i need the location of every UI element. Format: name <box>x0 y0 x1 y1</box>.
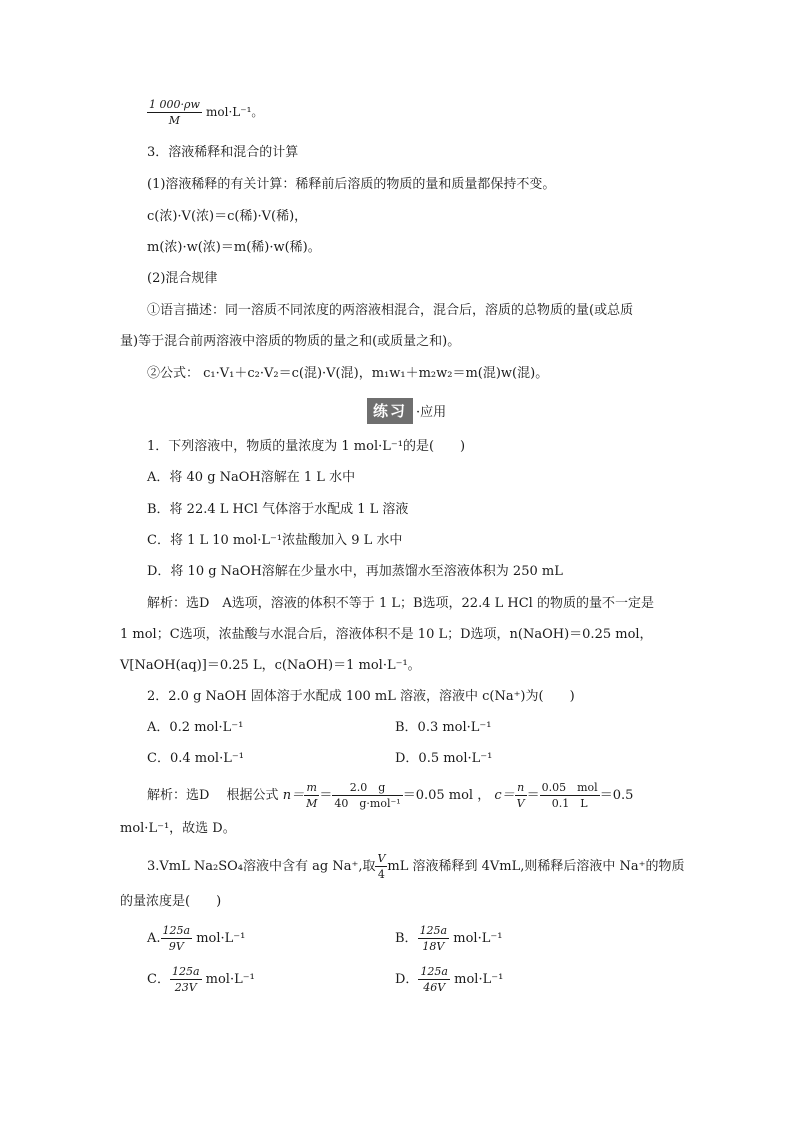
fraction-numerator: m <box>304 781 319 796</box>
fraction-denominator: V <box>516 797 525 810</box>
option-unit: mol·L⁻¹ <box>453 931 503 946</box>
option-label: A. <box>147 931 161 946</box>
mixing-description-2: 量)等于混合前两溶液中溶质的物质的量之和(或质量之和)。 <box>120 334 461 349</box>
eq-result-1: ＝0.05 mol ， <box>402 788 491 803</box>
concentration-fraction <box>147 98 202 127</box>
q1-analysis-2: 1 mol；C选项，浓盐酸与水混合后，溶液体积不是 10 L；D选项，n(NaOH)＝0.25 mol， <box>120 627 653 642</box>
unit-text: mol·L⁻¹。 <box>206 105 264 119</box>
q1-option-a: A．将 40 g NaOH溶解在 1 L 水中 <box>147 470 356 485</box>
eq-result-2: ＝0.5 <box>599 788 634 803</box>
fraction-numerator: 2.0 g <box>332 781 402 796</box>
fraction-numerator: 125a <box>162 924 191 937</box>
section-heading: 3．溶液稀释和混合的计算 <box>147 145 299 160</box>
q3-stem-b: mL 溶液稀释到 4VmL,则稀释后溶液中 Na⁺的物质 <box>387 859 685 874</box>
q2-option-a: A．0.2 mol·L⁻¹ <box>147 720 244 735</box>
analysis-prefix: 解析：选D 根据公式 <box>147 788 279 803</box>
option-label: B． <box>395 931 418 946</box>
fraction-denominator: 40 g·mol⁻¹ <box>334 797 401 810</box>
q3-option-c <box>147 965 255 995</box>
option-unit: mol·L⁻¹ <box>454 972 504 987</box>
q2-option-b: B．0.3 mol·L⁻¹ <box>395 720 492 735</box>
q3-option-a <box>147 924 245 954</box>
fraction-denominator: M <box>168 114 181 127</box>
q3-option-b <box>395 924 502 954</box>
fraction-numerator: n <box>515 781 527 796</box>
formula-prefix: ②公式： <box>147 366 200 381</box>
practice-banner <box>367 398 446 424</box>
q2-option-d: D．0.5 mol·L⁻¹ <box>395 751 493 766</box>
fraction-denominator: 46V <box>423 981 446 994</box>
fraction-denominator: 0.1 L <box>551 797 588 810</box>
q3-stem-2: 的量浓度是( ) <box>120 894 222 909</box>
mixing-rule-title: (2)混合规律 <box>147 271 218 286</box>
fraction-denominator: 4 <box>377 868 385 881</box>
option-label: D． <box>395 972 419 987</box>
fraction-m-over-M <box>304 781 319 810</box>
eq-equals: ＝ <box>319 788 333 803</box>
option-fraction <box>170 965 202 994</box>
banner-text: ·应用 <box>416 405 447 420</box>
fraction-denominator: 23V <box>174 981 197 994</box>
mixing-formula <box>147 366 548 382</box>
fraction-numerator: 0.05 mol <box>541 781 598 794</box>
fraction-n-over-V <box>515 781 527 810</box>
q1-analysis-1: 解析：选D A选项，溶液的体积不等于 1 L；B选项，22.4 L HCl 的物质的量不一定是 <box>147 596 654 611</box>
banner-box: 练习 <box>367 398 413 424</box>
option-label: C． <box>147 972 170 987</box>
dilution-formula-2: m(浓)·w(浓)＝m(稀)·w(稀)。 <box>147 240 321 255</box>
fraction-numerator: 125a <box>420 965 448 978</box>
top-formula <box>147 98 263 127</box>
fraction-numerator: V <box>377 852 386 865</box>
q3-option-d <box>395 965 503 995</box>
fraction-denominator: 18V <box>422 940 445 953</box>
fraction-denominator: M <box>306 797 318 810</box>
eq-n: n＝ <box>282 788 305 803</box>
mixing-description-1: ①语言描述：同一溶质不同浓度的两溶液相混合，混合后，溶质的总物质的量(或总质 <box>147 303 634 318</box>
q1-option-b: B．将 22.4 L HCl 气体溶于水配成 1 L 溶液 <box>147 502 409 517</box>
option-fraction <box>418 924 450 953</box>
q1-option-d: D．将 10 g NaOH溶解在少量水中，再加蒸馏水至溶液体积为 250 mL <box>147 564 563 579</box>
fraction-denominator: 9V <box>168 940 184 953</box>
eq-c: c＝ <box>494 788 515 803</box>
fraction-V-over-4 <box>375 852 387 881</box>
dilution-formula-1: c(浓)·V(浓)＝c(稀)·V(稀)， <box>147 209 308 224</box>
q2-analysis-end: mol·L⁻¹，故选 D。 <box>120 821 236 836</box>
q2-analysis-equation <box>147 781 633 811</box>
formula-body: c₁·V₁＋c₂·V₂＝c(混)·V(混)，m₁w₁＋m₂w₂＝m(混)w(混)。 <box>203 366 549 381</box>
q3-stem-1 <box>147 852 685 882</box>
dilution-rule: (1)溶液稀释的有关计算：稀释前后溶质的物质的量和质量都保持不变。 <box>147 177 556 192</box>
fraction-numerator: 125a <box>171 965 200 978</box>
q2-stem: 2．2.0 g NaOH 固体溶于水配成 100 mL 溶液，溶液中 c(Na⁺)为( ) <box>147 689 575 704</box>
option-fraction <box>418 965 450 994</box>
q2-option-c: C．0.4 mol·L⁻¹ <box>147 751 244 766</box>
eq-equals-2: ＝ <box>526 788 540 803</box>
fraction-mass-over-molar-mass <box>332 781 402 810</box>
fraction-numerator: 125a <box>419 924 448 937</box>
option-unit: mol·L⁻¹ <box>205 972 255 987</box>
fraction-numerator: 1 000·ρw <box>149 98 200 111</box>
q1-option-c: C．将 1 L 10 mol·L⁻¹浓盐酸加入 9 L 水中 <box>147 533 403 548</box>
q1-stem: 1．下列溶液中，物质的量浓度为 1 mol·L⁻¹的是( ) <box>147 439 466 454</box>
q3-stem-a: 3.VmL Na₂SO₄溶液中含有 ag Na⁺,取 <box>147 859 376 874</box>
q1-analysis-3: V[NaOH(aq)]＝0.25 L，c(NaOH)＝1 mol·L⁻¹。 <box>120 658 421 673</box>
option-fraction <box>161 924 193 953</box>
option-unit: mol·L⁻¹ <box>196 931 246 946</box>
fraction-mol-over-volume <box>540 781 600 810</box>
